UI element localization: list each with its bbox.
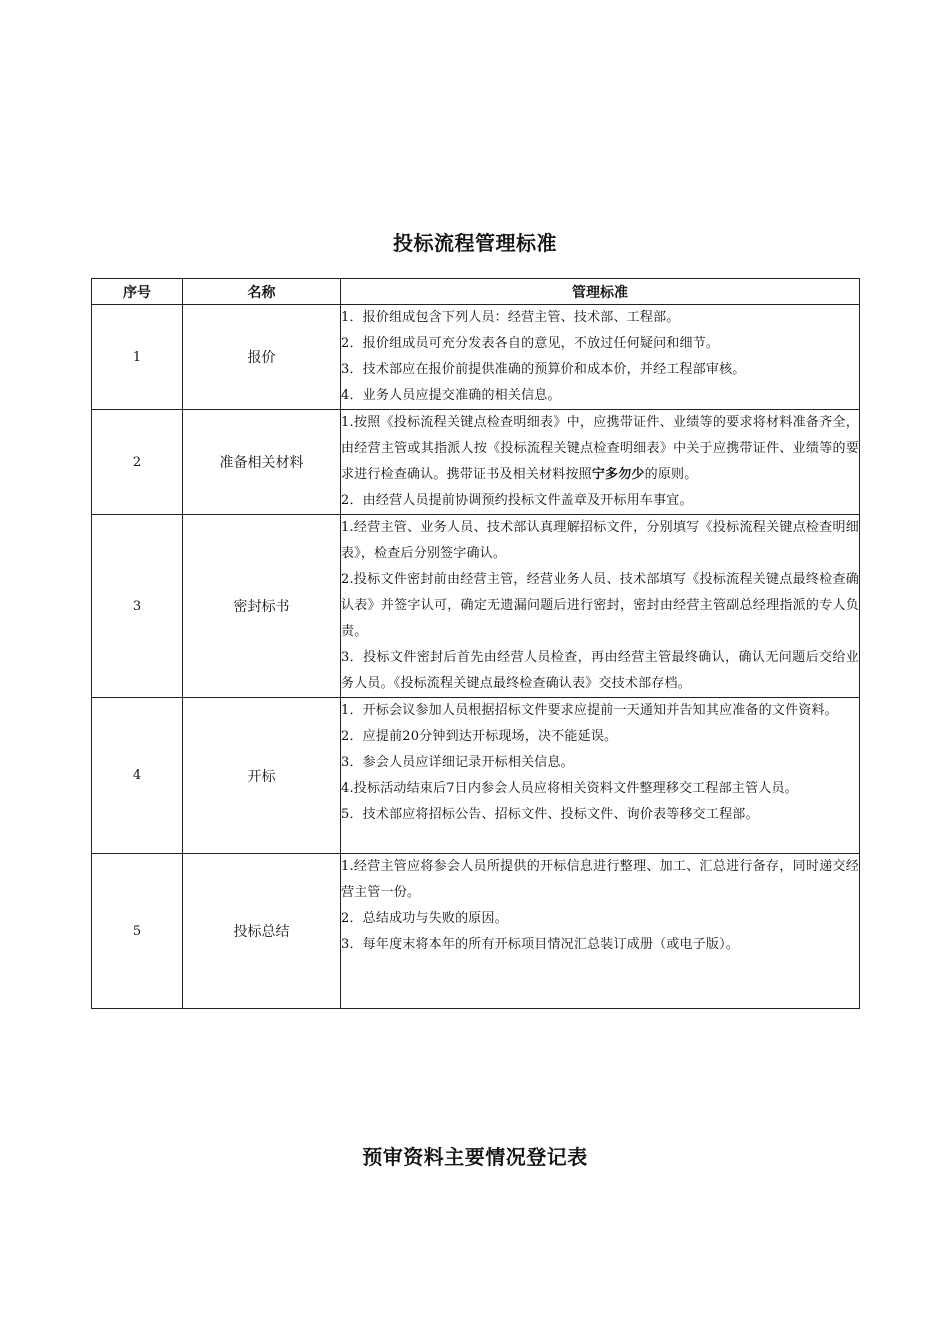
standard-item: 2．报价组成员可充分发表各自的意见，不放过任何疑问和细节。 — [341, 336, 720, 351]
table-row — [92, 410, 860, 515]
header-standard: 管理标准 — [341, 279, 860, 305]
table-row — [92, 515, 860, 698]
standard-item: 2．应提前20分钟到达开标现场，决不能延误。 — [341, 729, 618, 744]
document-title: 投标流程管理标准 — [393, 231, 557, 255]
row-standard — [341, 698, 860, 854]
standard-item: 5．技术部应将招标公告、招标文件、投标文件、询价表等移交工程部。 — [341, 807, 759, 822]
standard-item: 3．技术部应在报价前提供准确的预算价和成本价，并经工程部审核。 — [341, 362, 746, 377]
standards-table — [91, 278, 860, 1009]
standard-item: 1．报价组成包含下列人员：经营主管、技术部、工程部。 — [341, 310, 680, 325]
row-number: 1 — [92, 305, 183, 410]
row-name: 投标总结 — [183, 854, 341, 1009]
row-name: 开标 — [183, 698, 341, 854]
row-number: 3 — [92, 515, 183, 698]
table-row — [92, 854, 860, 1009]
emphasis-text: 宁多勿少 — [591, 467, 645, 482]
row-standard — [341, 854, 860, 1009]
table-row — [92, 305, 860, 410]
standard-item: 2．由经营人员提前协调预约投标文件盖章及开标用车事宜。 — [341, 493, 693, 508]
row-number: 4 — [92, 698, 183, 854]
row-standard — [341, 305, 860, 410]
row-number: 2 — [92, 410, 183, 515]
table-row — [92, 698, 860, 854]
standard-item: 4.投标活动结束后7日内参会人员应将相关资料文件整理移交工程部主管人员。 — [341, 781, 798, 796]
standard-item-text: 1.按照《投标流程关键点检查明细表》中，应携带证件、业绩等的要求将材料准备齐全，由经营主管或其指派人按《投标流程关键点检查明细表》中关于应携带证件、业绩等的要求进行检查确认。携带证书及相关材料按照 — [341, 415, 859, 482]
header-name: 名称 — [183, 279, 341, 305]
second-section-title: 预审资料主要情况登记表 — [362, 1145, 588, 1169]
header-number: 序号 — [92, 279, 183, 305]
standard-item: 2.投标文件密封前由经营主管，经营业务人员、技术部填写《投标流程关键点最终检查确认表》并签字认可，确定无遗漏问题后进行密封，密封由经营主管副总经理指派的专人负责。 — [341, 572, 859, 639]
row-standard — [341, 515, 860, 698]
standard-item: 1.经营主管应将参会人员所提供的开标信息进行整理、加工、汇总进行备存，同时递交经营主管一份。 — [341, 859, 859, 900]
standard-item: 2．总结成功与失败的原因。 — [341, 911, 508, 926]
standard-item — [341, 410, 859, 488]
standard-item: 1．开标会议参加人员根据招标文件要求应提前一天通知并告知其应准备的文件资料。 — [341, 703, 838, 718]
standard-item: 3．投标文件密封后首先由经营人员检查，再由经营主管最终确认，确认无问题后交给业务人员。《投标流程关键点最终检查确认表》交技术部存档。 — [341, 650, 859, 691]
row-name: 准备相关材料 — [183, 410, 341, 515]
standard-item: 1.经营主管、业务人员、技术部认真理解招标文件，分别填写《投标流程关键点检查明细表》，检查后分别签字确认。 — [341, 520, 859, 561]
row-name: 密封标书 — [183, 515, 341, 698]
row-number: 5 — [92, 854, 183, 1009]
table-header-row — [92, 279, 860, 305]
standard-item: 3．参会人员应详细记录开标相关信息。 — [341, 755, 574, 770]
row-standard — [341, 410, 860, 515]
row-name: 报价 — [183, 305, 341, 410]
standard-item-tail: 的原则。 — [644, 467, 698, 482]
standard-item: 3．每年度末将本年的所有开标项目情况汇总装订成册（或电子版）。 — [341, 937, 739, 952]
standard-item: 4．业务人员应提交准确的相关信息。 — [341, 388, 561, 403]
